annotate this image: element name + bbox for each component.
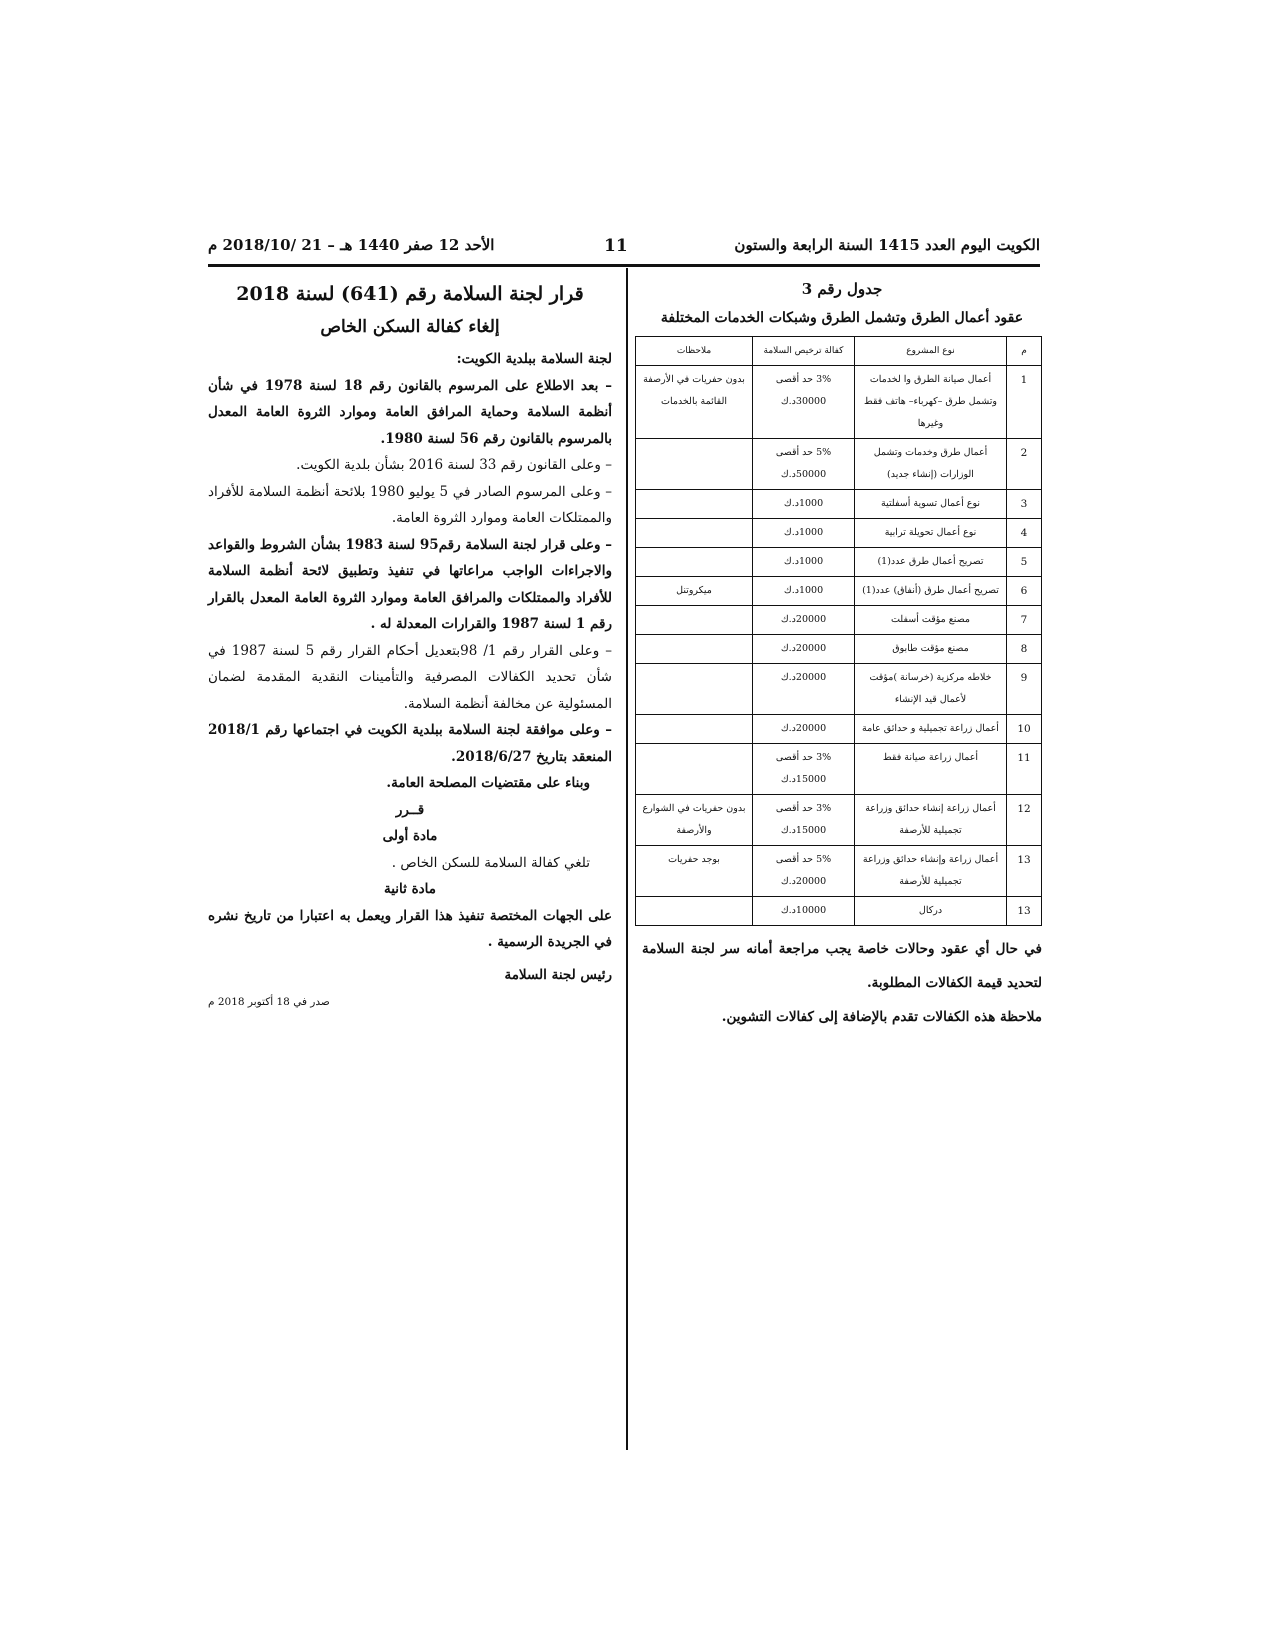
cell-bond: 5% حد أقصى 50000د.ك [753, 439, 855, 490]
article-1-heading: مادة أولى [382, 828, 438, 844]
cell-bond: 10000د.ك [753, 897, 855, 926]
cell-type: تصريح أعمال طرق (أنفاق) عدد(1) [855, 577, 1007, 606]
cell-notes [636, 664, 753, 715]
cell-no: 5 [1007, 548, 1042, 577]
page-number: 11 [604, 236, 628, 256]
cell-bond: 1000د.ك [753, 519, 855, 548]
cell-bond: 20000د.ك [753, 635, 855, 664]
column-divider [626, 268, 628, 1450]
cell-notes: بدون حفريات في الشوارع والأرصفة [636, 795, 753, 846]
storage-bond-note: ملاحظة هذه الكفالات تقدم بالإضافة إلى كفالات التشوين. [721, 1009, 1042, 1025]
contracts-table [635, 336, 1042, 926]
table-row [636, 715, 1042, 744]
cell-type: تصريح أعمال طرق عدد(1) [855, 548, 1007, 577]
preamble-paragraph: – وعلى القانون رقم 33 لسنة 2016 بشأن بلدية الكويت. [296, 457, 612, 473]
cell-type: أعمال زراعة وإنشاء حدائق وزراعة تجميلية للأرصفة [855, 846, 1007, 897]
table-row [636, 548, 1042, 577]
col-header-notes: ملاحظات [636, 337, 753, 366]
table-row [636, 897, 1042, 926]
cell-no: 9 [1007, 664, 1042, 715]
col-header-bond: كفالة ترخيص السلامة [753, 337, 855, 366]
table-row [636, 606, 1042, 635]
cell-type: دركال [855, 897, 1007, 926]
table-row [636, 744, 1042, 795]
cell-no: 7 [1007, 606, 1042, 635]
cell-notes [636, 490, 753, 519]
preamble-paragraph: – وعلى قرار لجنة السلامة رقم95 لسنة 1983 بشأن الشروط والقواعد والاجراءات الواجب مراعاتها في تنفيذ وتطبيق لائحة أنظمة السلامة للأفراد والممتلكات والمرافق العامة وموارد الثروة العامة المعدل بالقرار رقم 1 لسنة 1987 والقرارات المعدلة له . [208, 536, 612, 632]
cell-type: نوع أعمال تحويلة ترابية [855, 519, 1007, 548]
cell-type: نوع أعمال تسوية أسفلتية [855, 490, 1007, 519]
cell-no: 13 [1007, 846, 1042, 897]
cell-notes: ميكروتنل [636, 577, 753, 606]
table-section [642, 278, 1042, 1034]
cell-bond: 20000د.ك [753, 664, 855, 715]
cell-notes [636, 897, 753, 926]
cell-no: 11 [1007, 744, 1042, 795]
special-cases-note: في حال أي عقود وحالات خاصة يجب مراجعة أمانه سر لجنة السلامة لتحديد قيمة الكفالات المطلوبة. [642, 941, 1042, 991]
cell-bond: 3% حد أقصى 30000د.ك [753, 366, 855, 439]
issue-date: الأحد 12 صفر 1440 هـ – 21 /2018/10 م [208, 236, 495, 254]
cell-no: 13 [1007, 897, 1042, 926]
cell-notes [636, 744, 753, 795]
cell-type: مصنع مؤقت طابوق [855, 635, 1007, 664]
decided-heading: قــرر [395, 801, 425, 818]
cell-bond: 3% حد أقصى 15000د.ك [753, 744, 855, 795]
cell-no: 10 [1007, 715, 1042, 744]
cell-bond: 1000د.ك [753, 490, 855, 519]
cell-type: أعمال صيانة الطرق وا لخدمات وتشمل طرق –كهرباء– هاتف فقط وغيرها [855, 366, 1007, 439]
cell-notes [636, 715, 753, 744]
col-header-type: نوع المشروع [855, 337, 1007, 366]
cell-bond: 1000د.ك [753, 577, 855, 606]
cell-notes: بدون حفريات في الأرصفة القائمة بالخدمات [636, 366, 753, 439]
cell-type: أعمال زراعة تجميلية و حدائق عامة [855, 715, 1007, 744]
table-row [636, 664, 1042, 715]
table-row [636, 577, 1042, 606]
cell-bond: 20000د.ك [753, 606, 855, 635]
cell-notes [636, 635, 753, 664]
table-row [636, 519, 1042, 548]
cell-no: 2 [1007, 439, 1042, 490]
page-header [208, 236, 1040, 258]
cell-notes: بوجد حفريات [636, 846, 753, 897]
article-2-text: على الجهات المختصة تنفيذ هذا القرار ويعمل به اعتبارا من تاريخ نشره في الجريدة الرسمية . [208, 907, 612, 950]
article-1-text: تلغي كفالة السلامة للسكن الخاص . [391, 854, 590, 871]
article-2-heading: مادة ثانية [383, 881, 437, 897]
decree-title: قرار لجنة السلامة رقم (641) لسنة 2018 [236, 283, 584, 305]
table-row [636, 366, 1042, 439]
cell-bond: 20000د.ك [753, 715, 855, 744]
table-body [636, 366, 1042, 926]
decree-authority: لجنة السلامة ببلدية الكويت: [456, 351, 612, 367]
cell-no: 8 [1007, 635, 1042, 664]
issue-date-line: صدر في 18 أكتوبر 2018 م [208, 996, 330, 1008]
cell-type: أعمال زراعة إنشاء حدائق وزراعة تجميلية للأرصفة [855, 795, 1007, 846]
preamble-paragraph: – بعد الاطلاع على المرسوم بالقانون رقم 18 لسنة 1978 في شأن أنظمة السلامة وحماية المرافق العامة وموارد الثروة العامة المعدل بالمرسوم بالقانون رقم 56 لسنة 1980. [208, 377, 612, 447]
public-interest-clause: وبناء على مقتضيات المصلحة العامة. [386, 775, 590, 791]
cell-no: 6 [1007, 577, 1042, 606]
cell-notes [636, 606, 753, 635]
table-row [636, 439, 1042, 490]
table-header-row [636, 337, 1042, 366]
gazette-issue: الكويت اليوم العدد 1415 السنة الرابعة والستون [734, 236, 1040, 254]
preamble-paragraph: – وعلى القرار رقم 1/ 98بتعديل أحكام القرار رقم 5 لسنة 1987 في شأن تحديد الكفالات المصرفية والتأمينات النقدية المقدمة لضمان المسئولية عن مخالفة أنظمة السلامة. [208, 642, 612, 712]
table-notes [642, 932, 1042, 1034]
cell-bond: 1000د.ك [753, 548, 855, 577]
cell-notes [636, 439, 753, 490]
header-rule [208, 264, 1040, 267]
cell-notes [636, 519, 753, 548]
preamble-paragraph: – وعلى موافقة لجنة السلامة ببلدية الكويت في اجتماعها رقم 2018/1 المنعقد بتاريخ 2018/6/27. [208, 722, 612, 765]
table-subtitle: عقود أعمال الطرق وتشمل الطرق وشبكات الخدمات المختلفة [660, 310, 1024, 326]
col-header-no: م [1007, 337, 1042, 366]
preamble-paragraph: – وعلى المرسوم الصادر في 5 يوليو 1980 بلائحة أنظمة السلامة للأفراد والممتلكات العامة وموارد الثروة العامة. [208, 483, 613, 526]
cell-type: أعمال طرق وخدمات وتشمل الوزارات (إنشاء جديد) [855, 439, 1007, 490]
table-row [636, 490, 1042, 519]
cell-no: 12 [1007, 795, 1042, 846]
cell-no: 3 [1007, 490, 1042, 519]
cell-no: 1 [1007, 366, 1042, 439]
table-title: جدول رقم 3 [801, 280, 883, 298]
table-row [636, 635, 1042, 664]
table-row [636, 795, 1042, 846]
cell-type: خلاطه مركزية (خرسانة )مؤقت لأعمال قيد الإنشاء [855, 664, 1007, 715]
cell-no: 4 [1007, 519, 1042, 548]
cell-type: أعمال زراعة صيانة فقط [855, 744, 1007, 795]
decree-section [208, 278, 612, 1012]
signature-title: رئيس لجنة السلامة [504, 966, 612, 983]
cell-type: مصنع مؤقت أسفلت [855, 606, 1007, 635]
decree-subtitle: إلغاء كفالة السكن الخاص [320, 317, 500, 337]
cell-bond: 5% حد أقصى 20000د.ك [753, 846, 855, 897]
cell-bond: 3% حد أقصى 15000د.ك [753, 795, 855, 846]
table-row [636, 846, 1042, 897]
cell-notes [636, 548, 753, 577]
